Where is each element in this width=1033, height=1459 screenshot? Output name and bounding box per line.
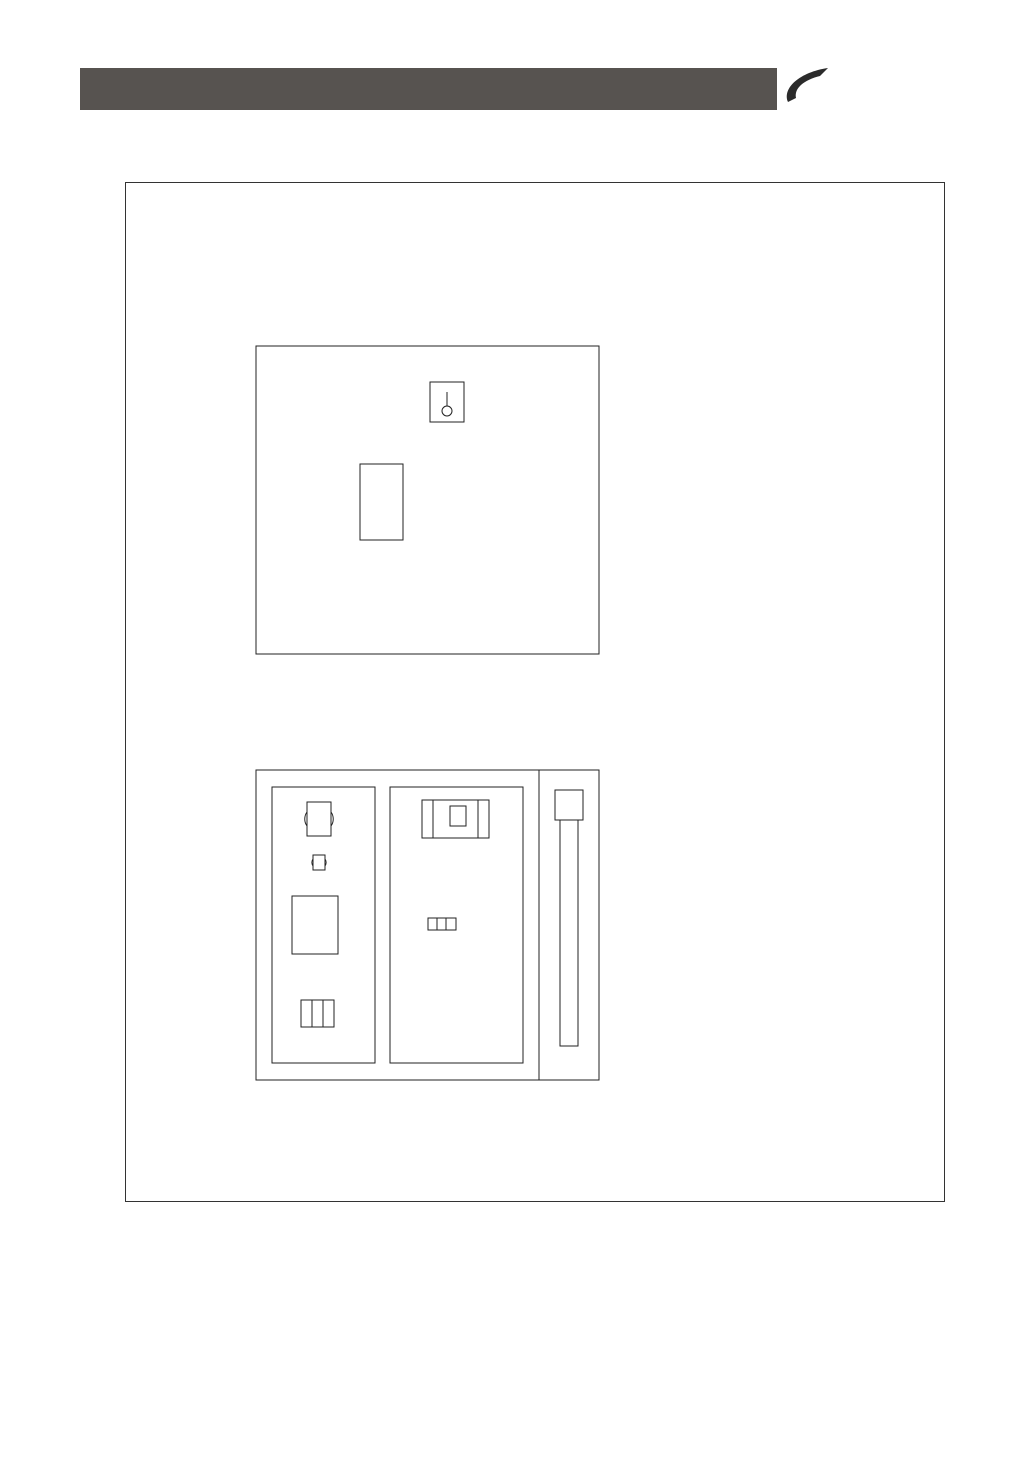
x1-block (555, 790, 583, 820)
top-panel (256, 346, 599, 654)
q2-breaker (301, 1000, 334, 1027)
hmi-box (360, 464, 403, 540)
x2-rail (560, 820, 578, 1046)
pcb-box (292, 896, 338, 954)
